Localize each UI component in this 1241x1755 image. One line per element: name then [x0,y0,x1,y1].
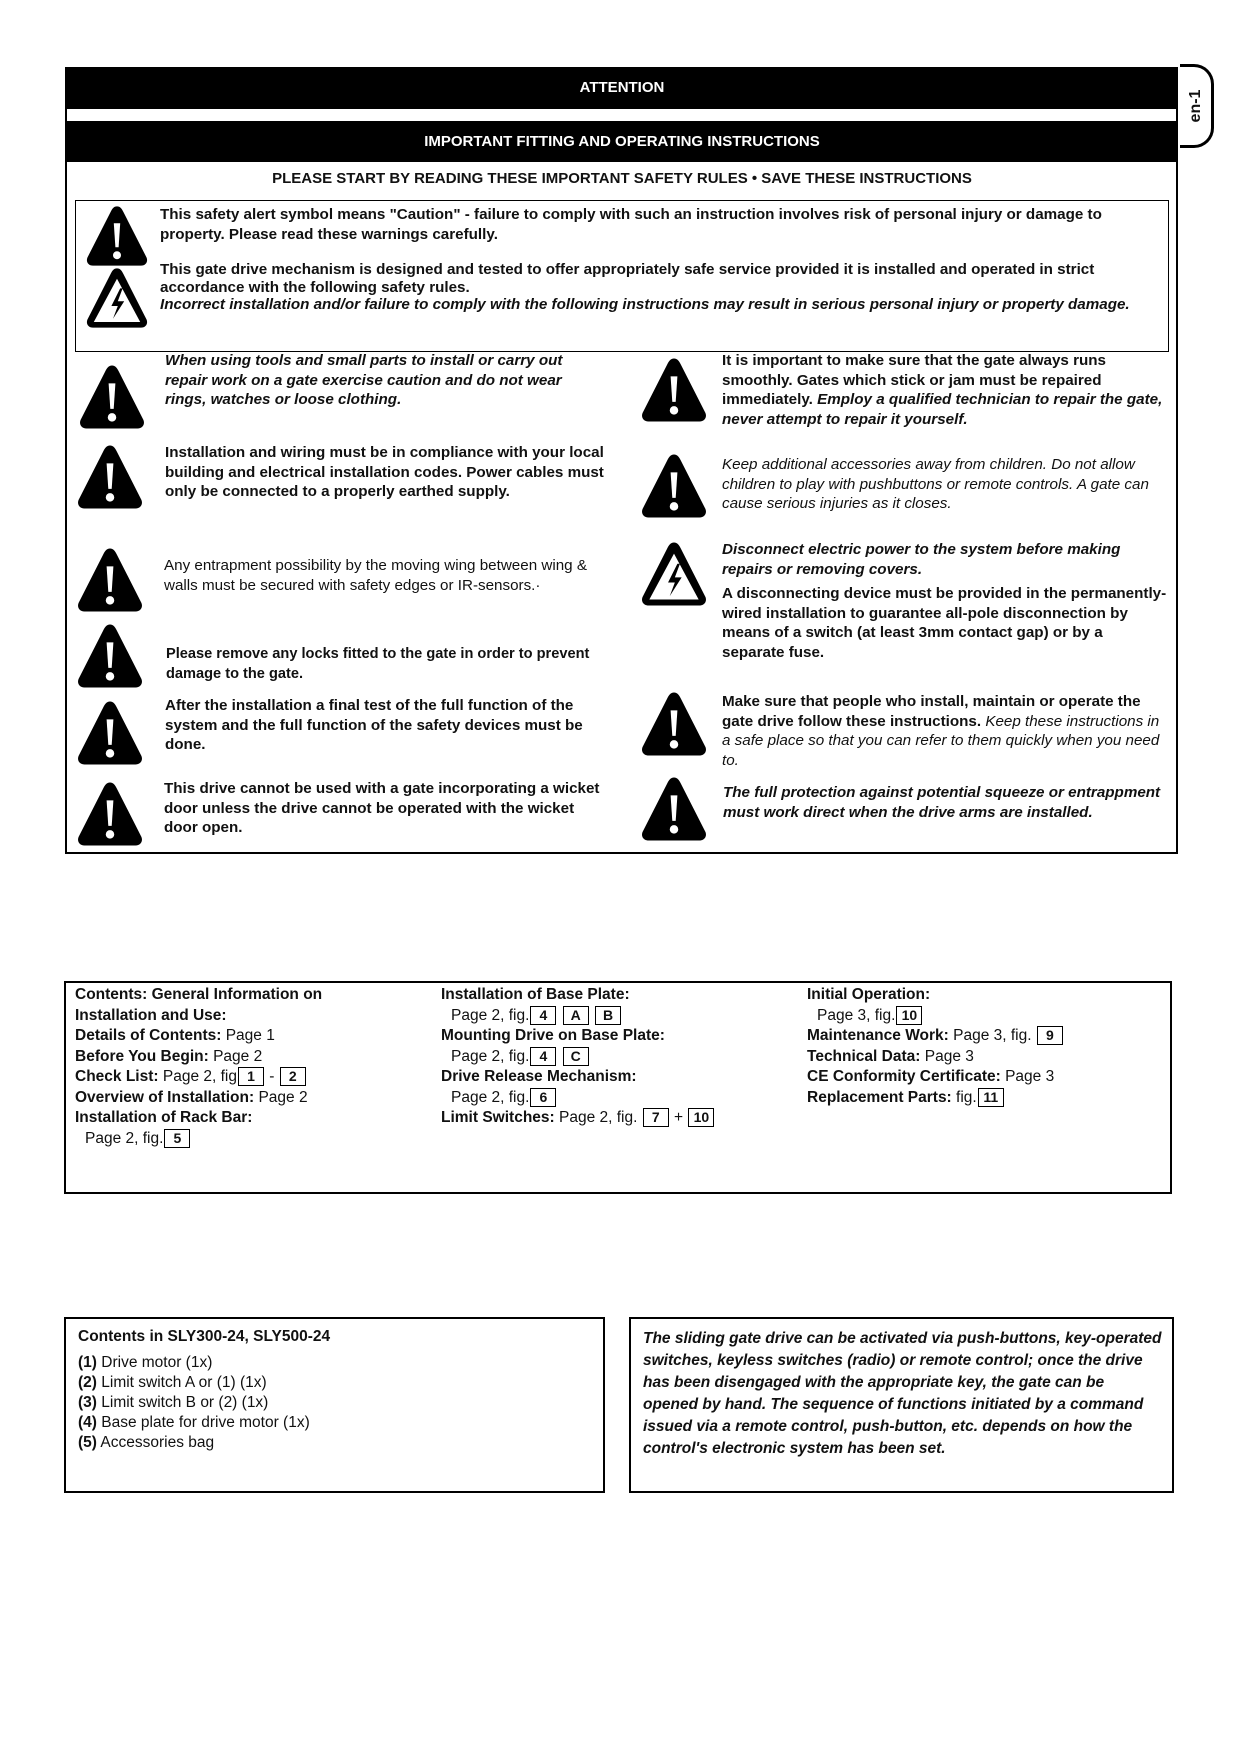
warning-icon [636,775,712,843]
warning-children: Keep additional accessories away from children. Do not allow children to play with pushbuttons or remote controls. A gate can cause serious injuries as it closes. [722,456,1149,512]
toc-replacement-parts [807,1088,1162,1109]
warning-icon [72,546,148,614]
package-contents-list [78,1353,310,1453]
toc-general-heading: Contents: General Information on [75,986,323,1003]
toc-rack-bar: Installation of Rack Bar: [75,1109,253,1126]
item-number: (2) [78,1374,97,1391]
toc-before-you-begin [75,1047,425,1068]
warning-disconnect-power: Disconnect electric power to the system before making repairs or removing covers. [722,541,1121,578]
instructions-banner: IMPORTANT FITTING AND OPERATING INSTRUCTIONS [66,121,1178,162]
toc-page: Page 2, fig. [451,1088,530,1106]
figure-ref: 10 [896,1006,922,1025]
warning-icon [72,699,148,767]
warning-smooth-running-italic: Employ a qualified technician to repair the gate, never attempt to repair it yourself. [722,391,1163,428]
figure-ref: 11 [978,1088,1004,1107]
toc-page: Page 3 [924,1047,974,1065]
toc-page: Page 2, fig. [451,1047,530,1065]
toc-label: Check List: [75,1068,159,1085]
toc-rack-bar-page [75,1129,425,1150]
toc-column-2 [441,985,791,1129]
toc-overview [75,1088,425,1109]
item-number: (1) [78,1354,97,1371]
toc-page: Page 2 [258,1088,308,1106]
warning-follow-instructions-bold: Make sure that people who install, maintain or operate the gate drive follow these instructions. [722,693,1141,730]
list-item [78,1353,310,1373]
list-item [78,1413,310,1433]
figure-ref: 7 [643,1108,669,1127]
toc-label: Details of Contents: [75,1027,222,1044]
toc-label: Technical Data: [807,1047,921,1065]
warning-final-test: After the installation a final test of the full function of the system and the full function of the safety devices must be done. [165,697,583,753]
attention-banner: ATTENTION [66,67,1178,109]
warning-icon [636,690,712,758]
toc-page: Page 2, fig. [559,1109,638,1126]
figure-ref: B [595,1006,621,1025]
item-number: (5) [78,1434,97,1451]
warning-tools: When using tools and small parts to install or carry out repair work on a gate exercise caution and do not wear rings, watches or loose clothing. [165,352,563,408]
package-contents-title: Contents in SLY300-24, SLY500-24 [78,1328,331,1345]
toc-drive-release: Drive Release Mechanism: [441,1068,637,1085]
figure-ref: C [563,1047,589,1066]
toc-limit-switches [441,1108,791,1129]
toc-check-list [75,1067,425,1088]
item-text: Base plate for drive motor (1x) [101,1414,310,1431]
toc-label: Maintenance Work: [807,1027,949,1044]
figure-ref: 6 [530,1088,556,1107]
toc-page: Page 2 [213,1047,263,1065]
item-text: Drive motor (1x) [101,1354,213,1371]
warning-icon [81,204,153,268]
toc-page: Page 2, fig. [451,1006,530,1024]
toc-page: Page 1 [225,1027,275,1044]
toc-initial-operation: Initial Operation: [807,986,931,1003]
toc-page: Page 2, fig. [85,1129,164,1147]
electric-shock-icon [81,266,153,330]
item-number: (3) [78,1394,97,1411]
warning-smooth-running-bold: It is important to make sure that the gate always runs smoothly. Gates which stick or jam must be repaired immediately. [722,352,1107,408]
toc-page: Page 2, fig [162,1068,237,1085]
figure-ref: 2 [280,1067,306,1086]
warning-follow-instructions-italic: Keep these instructions in a safe place so that you can refer to them quickly when you need to. [722,712,1160,769]
warning-wicket-door: This drive cannot be used with a gate incorporating a wicket door unless the drive cannot be operated with the wicket door open. [164,780,600,836]
toc-ce-certificate [807,1067,1162,1088]
figure-ref: A [563,1006,589,1025]
item-text: Accessories bag [100,1434,215,1451]
electric-shock-icon [636,540,712,608]
toc-page: Page 3, fig. [817,1006,896,1024]
item-text: Limit switch B or (2) (1x) [101,1394,269,1411]
toc-separator: + [674,1109,684,1126]
designed-text: This gate drive mechanism is designed and tested to offer appropriately safe service provided it is installed and operated in strict accordance with the following safety rules. [160,261,1095,296]
warning-icon [72,780,148,848]
warning-entrapment: Any entrapment possibility by the moving wing between wing & walls must be secured with safety edges or IR-sensors.· [164,557,587,594]
incorrect-installation-text: Incorrect installation and/or failure to comply with the following instructions may result in serious personal injury or property damage. [160,296,1130,313]
toc-label: Before You Begin: [75,1047,209,1065]
toc-general-heading-2: Installation and Use: [75,1006,227,1024]
warning-smooth-running [722,351,1167,429]
list-item [78,1373,310,1393]
warning-icon [74,363,150,431]
figure-ref: 4 [530,1006,556,1025]
warning-follow-instructions [722,692,1167,770]
item-text: Limit switch A or (1) (1x) [101,1374,267,1391]
warning-disconnecting-device: A disconnecting device must be provided in the permanently-wired installation to guarantee all-pole disconnection by means of a switch (at least 3mm contact gap) or by a separate fuse. [722,585,1167,661]
list-item [78,1393,310,1413]
toc-page: Page 3 [1005,1068,1055,1085]
warning-icon [636,452,712,520]
toc-column-3 [807,985,1162,1108]
figure-ref: 4 [530,1047,556,1066]
warning-icon [636,356,712,424]
safety-subheading: PLEASE START BY READING THESE IMPORTANT SAFETY RULES • SAVE THESE INSTRUCTIONS [272,170,972,187]
toc-separator: - [269,1068,275,1085]
toc-label: Overview of Installation: [75,1088,255,1106]
toc-mounting-drive-page [441,1047,791,1068]
figure-ref: 5 [164,1129,190,1148]
toc-page: fig. [956,1088,977,1106]
toc-drive-release-page [441,1088,791,1109]
toc-column-1 [75,985,425,1149]
toc-technical-data [807,1047,1162,1068]
toc-label: Limit Switches: [441,1109,555,1126]
figure-ref: 9 [1037,1026,1063,1045]
toc-base-plate: Installation of Base Plate: [441,986,630,1003]
toc-mounting-drive: Mounting Drive on Base Plate: [441,1027,665,1044]
figure-ref: 1 [238,1067,264,1086]
toc-label: Replacement Parts: [807,1088,952,1106]
warning-wiring: Installation and wiring must be in compliance with your local building and electrical installation codes. Power cables must only be connected to a properly earthed supply. [165,444,604,500]
toc-maintenance [807,1026,1162,1047]
item-number: (4) [78,1414,97,1431]
caution-text: This safety alert symbol means "Caution" - failure to comply with such an instruction involves risk of personal injury or damage to property. Please read these warnings carefully. [160,206,1102,243]
list-item [78,1433,310,1453]
warning-icon [72,622,148,690]
toc-page: Page 3, fig. [953,1027,1032,1044]
warning-icon [72,443,148,511]
warning-squeeze-protection: The full protection against potential squeeze or entrappment must work direct when the drive arms are installed. [723,784,1161,821]
toc-initial-operation-page [807,1006,1162,1027]
toc-details-of-contents [75,1026,425,1047]
warning-locks: Please remove any locks fitted to the gate in order to prevent damage to the gate. [166,646,590,682]
page-number-tab [1180,64,1214,148]
toc-base-plate-page [441,1006,791,1027]
toc-label: CE Conformity Certificate: [807,1068,1001,1085]
figure-ref: 10 [688,1108,714,1127]
page-number: en-1 [1186,89,1204,123]
activation-text: The sliding gate drive can be activated via push-buttons, key-operated switches, keyless switches (radio) or remote control; once the drive has been disengaged with the appropriate key, the gate can be opened by hand. The sequence of functions initiated by a command issued via a remote control, push-button, etc. depends on how the control's electronic system has been set. [643,1330,1162,1457]
